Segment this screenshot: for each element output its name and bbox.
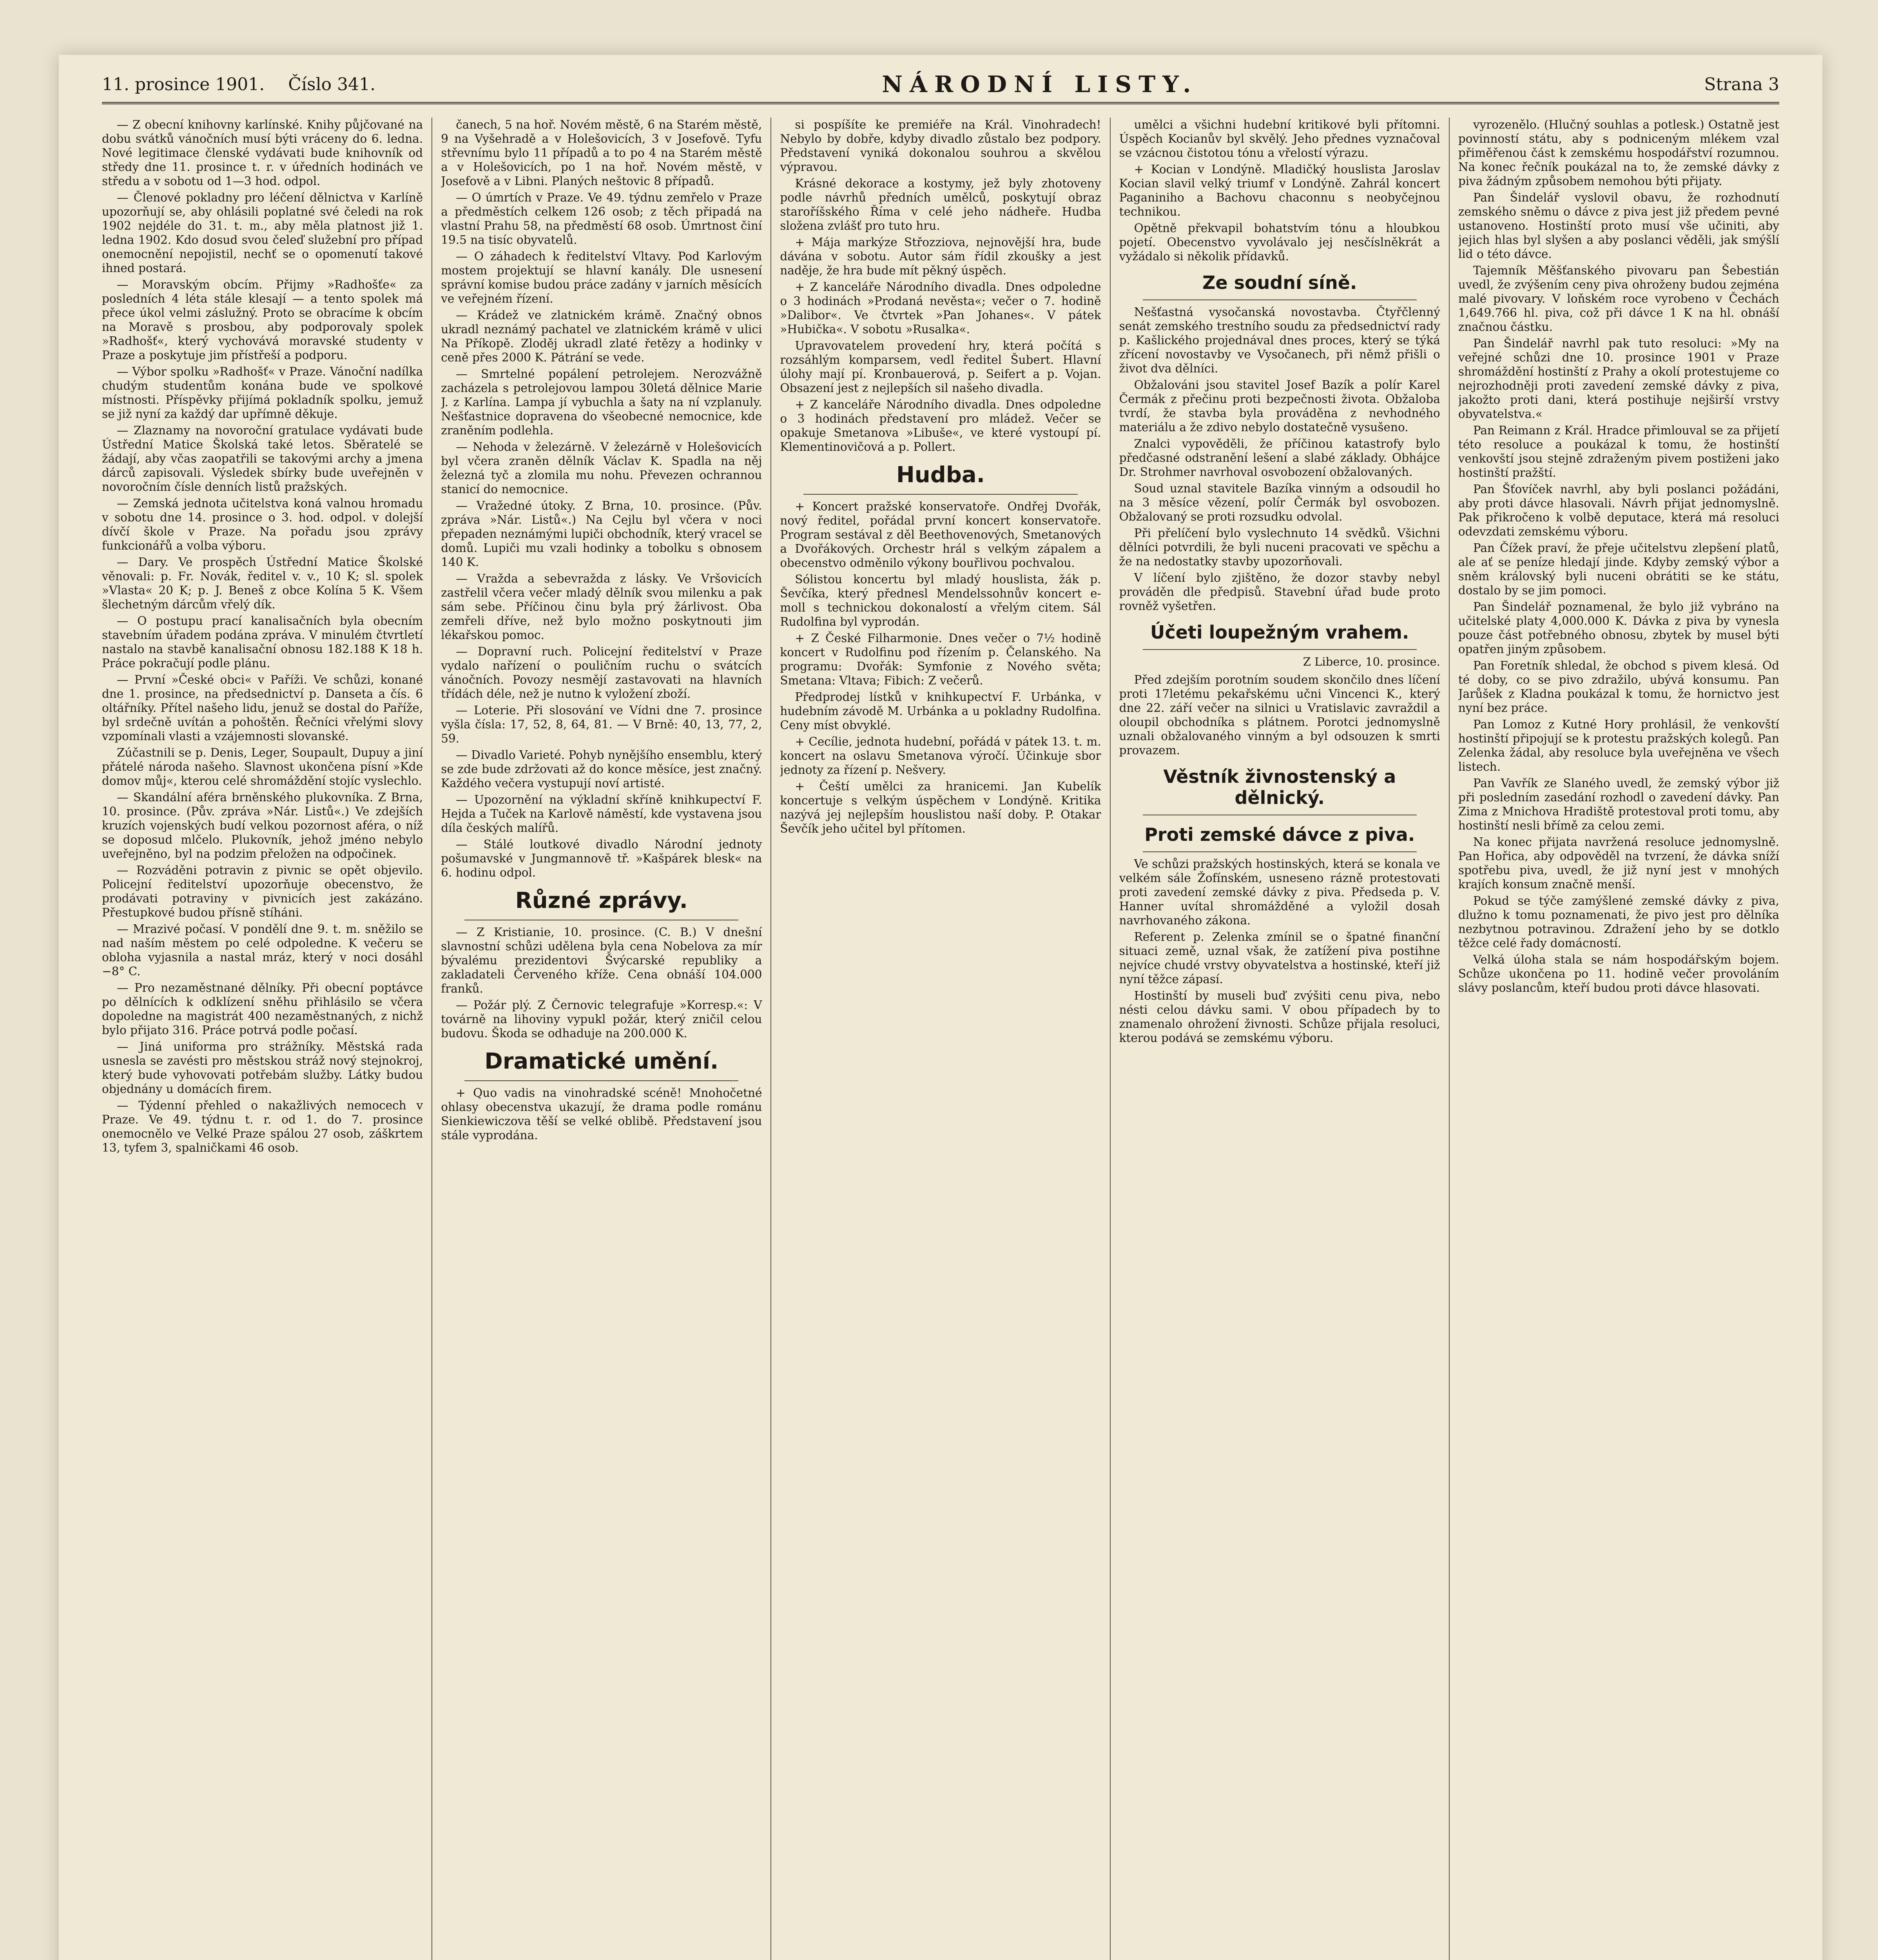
article-paragraph: V líčení bylo zjištěno, že dozor stavby nebyl prováděn dle předpisů. Stavební úřad bude proto rovněž vyšetřen.: [1119, 571, 1440, 613]
article-paragraph: + Z kanceláře Národního divadla. Dnes odpoledne o 3 hodinách představení pro mládež. Večer se opakuje Smetanova »Libuše«, ve které vystoupí pí. Klementinovičová a p. Pollert.: [780, 398, 1101, 454]
newspaper-title: NÁRODNÍ LISTY.: [882, 71, 1198, 98]
article-paragraph: + Mája markýze Střozziova, nejnovější hra, bude dávána v sobotu. Autor sám řídil zkoušky a jest naděje, že hra bude mít pěkný úspěch.: [780, 236, 1101, 277]
article-paragraph: Opětně překvapil bohatstvím tónu a hloubkou pojetí. Obecenstvo vyvolávalo jej nesčíslněkrát a vyžádalo si několik přídavků.: [1119, 221, 1440, 263]
article-paragraph: Pokud se týče zamýšlené zemské dávky z piva, dlužno k tomu poznamenati, že pivo jest pro dělníka nezbytnou potravinou. Zdražení jeho by se dotklo těžce celé řady domácností.: [1458, 894, 1780, 950]
heading-rule: [1143, 851, 1417, 852]
section-heading: Dramatické umění.: [484, 1049, 719, 1074]
heading-rule: [803, 494, 1077, 495]
article-paragraph: — První »České obci« v Paříži. Ve schůzi, konané dne 1. prosince, na předsednictví p. Danseta a čís. 6 oltářníky. Přítel našeho lidu, jenuž se dostal do Paříže, byl srdečně uvítán a pohoštěn. Řečníci vřelými slovy vzpomínali vlasti a vzájemnosti slovanské.: [102, 673, 423, 743]
article-paragraph: Pan Lomoz z Kutné Hory prohlásil, že venkovští hostinští připojují se k protestu pražských kolegů. Pan Zelenka žádal, aby resoluce byla uveřejněna ve všech listech.: [1458, 718, 1780, 773]
article-paragraph: — Vražedné útoky. Z Brna, 10. prosince. (Pův. zpráva »Nár. Listů«.) Na Cejlu byl včera v noci přepaden neznámými lupiči obchodník, který vracel se domů. Lupiči mu vzali hodinky a tobolku s obnosem 140 K.: [441, 499, 762, 569]
article-paragraph: — Mrazivé počasí. V pondělí dne 9. t. m. sněžilo se nad naším městem po celé odpoledne. K večeru se obloha vyjasnila a nastal mráz, který v noci dosáhl −8° C.: [102, 922, 423, 978]
article-paragraph: + Kocian v Londýně. Mladičký houslista Jaroslav Kocian slavil velký triumf v Londýně. Zahrál koncert Paganiniho a Bachovu chaconnu s neobyčejnou technikou.: [1119, 163, 1440, 218]
article-paragraph: Znalci vypověděli, že příčinou katastrofy bylo předčasné odstranění lešení a slabé základy. Obhájce Dr. Strohmer navrhoval osvobození obžalovaných.: [1119, 437, 1440, 479]
article-paragraph: Pan Reimann z Král. Hradce přimlouval se za přijetí této resoluce a poukázal k tomu, že hostinští venkovští jsou stejně zdraženým pivem postiženi jako hostinští pražští.: [1458, 424, 1780, 479]
column-4: [1119, 118, 1450, 1960]
column-1: [102, 118, 432, 1960]
article-paragraph: — Pro nezaměstnané dělníky. Při obecní poptávce po dělnících k odklízení sněhu přihlásilo se včera dopoledne na magistrát 400 nezaměstnaných, z nichž bylo přijato 316. Práce potrvá podle počasí.: [102, 981, 423, 1037]
column-2: [441, 118, 771, 1960]
article-paragraph: Pan Šindelář vyslovil obavu, že rozhodnutí zemského sněmu o dávce z piva jest již předem pevné ustanoveno. Hostinští proto musí vše učiniti, aby jejich hlas byl slyšen a aby poslanci věděli, jak smýšlí lid o této dávce.: [1458, 191, 1780, 261]
article-paragraph: + Koncert pražské konservatoře. Ondřej Dvořák, nový ředitel, pořádal první koncert konservatoře. Program sestával z děl Beethovenových, Smetanových a Dvořákových. Orchestr hrál s velkým zápalem a obecenstvo odměnilo výkony bouřlivou pochvalou.: [780, 500, 1101, 570]
article-paragraph: Tajemník Měšťanského pivovaru pan Šebestián uvedl, že zvýšením ceny piva ohroženy budou zejména malé pivovary. V loňském roce vyrobeno v Čechách 1,649.766 hl. piva, což při dávce 1 K na hl. obnáší značnou částku.: [1458, 264, 1780, 334]
article-paragraph: vyrozenělo. (Hlučný souhlas a potlesk.) Ostatně jest povinností státu, aby s podniceným mlékem vzal přiměřenou část k zemskému hospodářství rozumnou. Na konec řečník poukázal na to, že zemské dávky z piva žádným způsobem nemohou býti přijaty.: [1458, 118, 1780, 188]
article-paragraph: — Skandální aféra brněnského plukovníka. Z Brna, 10. prosince. (Pův. zpráva »Nár. Listů«.) Ve zdejších kruzích vojenských budí velkou pozornost aféra, o níž se doposud mlčelo. Plukovník, jehož jméno nebylo uveřejněno, byl na podzim přeložen na odpočinek.: [102, 791, 423, 860]
article-paragraph: Na konec přijata navržená resoluce jednomyslně. Pan Hořica, aby odpověděl na tvrzení, že dávka sníží spotřebu piva, uvedl, že již nyní jest v mnohých krajích konsum značně menší.: [1458, 835, 1780, 891]
article-paragraph: — Upozornění na výkladní skříně knihkupectví F. Hejda a Tuček na Karlově náměstí, kde vystavena jsou díla českých malířů.: [441, 793, 762, 835]
article-paragraph: Pan Šindelář poznamenal, že bylo již vybráno na učitelské platy 4,000.000 K. Dávka z piva by vynesla pouze část potřebného obnosu, zbytek by musel býti opatřen jiným způsobem.: [1458, 600, 1780, 656]
section-heading: Hudba.: [896, 462, 985, 488]
article-paragraph: Obžalováni jsou stavitel Josef Bazík a polír Karel Čermák z přečinu proti bezpečnosti života. Obžaloba tvrdí, že stavba byla prováděna z nevhodného materiálu a že zdivo nebylo dostatečně vysušeno.: [1119, 378, 1440, 434]
article-paragraph: Nešťastná vysočanská novostavba. Čtyřčlenný senát zemského trestního soudu za předsednictví rady p. Kašlického projednával dnes proces, který se týká zřícení novostavby ve Vysočanech, při němž přišli o život dva dělníci.: [1119, 305, 1440, 375]
article-paragraph: Pan Vavřík ze Slaného uvedl, že zemský výbor již při posledním zasedání rozhodl o zavedení dávky. Pan Zima z Mnichova Hradiště protestoval proti tomu, aby hostinští nesli břímě za celou zemi.: [1458, 777, 1780, 832]
article-paragraph: si pospíšíte ke premiéře na Král. Vinohradech! Nebylo by dobře, kdyby divadlo zůstalo bez podpory. Představení vyniká dokonalou souhrou a skvělou výpravou.: [780, 118, 1101, 174]
heading-rule: [1143, 299, 1417, 300]
article-paragraph: — Smrtelné popálení petrolejem. Nerozvážně zacházela s petrolejovou lampou 30letá dělnice Marie J. z Karlína. Lampa jí vybuchla a šaty na ní vzplanuly. Nešťastnice dopravena do všeobecné nemocnice, kde zraněním podlehla.: [441, 367, 762, 437]
article-paragraph: Před zdejším porotním soudem skončilo dnes líčení proti 17letému pekařskému učni Vincenci K., který dne 22. září večer na silnici u Vratislavic zavraždil a oloupil obchodníka s plátnem. Porotci jednomyslně uznali obžalovaného vinným a byl odsouzen k smrti provazem.: [1119, 673, 1440, 757]
article-paragraph: Pan Foretník shledal, že obchod s pivem klesá. Od té doby, co se pivo zdražilo, ubývá konsumu. Pan Jarůšek z Kladna poukázal k tomu, že hornictvo jest nyní bez práce.: [1458, 659, 1780, 715]
article-paragraph: — Z Kristianie, 10. prosince. (C. B.) V dnešní slavnostní schůzi udělena byla cena Nobelova za mír bývalému prezidentovi Švýcarské republiky a zakladateli Červeného kříže. Cena obnáší 104.000 franků.: [441, 926, 762, 995]
article-paragraph: čanech, 5 na hoř. Novém městě, 6 na Starém městě, 9 na Vyšehradě a v Holešovicích, 3 v Josefově. Tyfu střevnímu bylo 11 případů a to po 4 na Starém městě a v Holešovicích, po 1 na hoř. Novém městě, v Josefově a v Libni. Planých neštovic 8 případů.: [441, 118, 762, 188]
article-paragraph: — Loterie. Při slosování ve Vídni dne 7. prosince vyšla čísla: 17, 52, 8, 64, 81. — V Brně: 40, 13, 77, 2, 59.: [441, 704, 762, 745]
masthead: [102, 67, 1779, 104]
article-paragraph: — Dopravní ruch. Policejní ředitelství v Praze vydalo nařízení o pouličním ruchu o svátcích vánočních. Povozy nesmějí zastavovati na hlavních třídách déle, než je nutno k vyložení zboží.: [441, 645, 762, 701]
article-paragraph: Předprodej lístků v knihkupectví F. Urbánka, v hudebním závodě M. Urbánka a u pokladny Rudolfina. Ceny míst obvyklé.: [780, 690, 1101, 732]
article-paragraph: — O úmrtích v Praze. Ve 49. týdnu zemřelo v Praze a předměstích celkem 126 osob; z těch připadá na vlastní Prahu 58, na předměstí 68 osob. Úmrtnost činí 19.5 na tisíc obyvatelů.: [441, 191, 762, 247]
article-paragraph: — Výbor spolku »Radhošť« v Praze. Vánoční nadílka chudým studentům konána bude ve spolkové místnosti. Příspěvky přijímá pokladník spolku, jemuž se již nyní za každý dar upřímně děkuje.: [102, 365, 423, 421]
article-paragraph: — Krádež ve zlatnickém krámě. Značný obnos ukradl neznámý pachatel ve zlatnickém krámě v ulici Na Příkopě. Zloděj ukradl zlaté řetězy a hodinky v ceně přes 2000 K. Pátrání se vede.: [441, 309, 762, 364]
article-paragraph: Velká úloha stala se nám hospodářským bojem. Schůze ukončena po 11. hodině večer provoláním slávy poslancům, kteří budou proti dávce hlasovati.: [1458, 953, 1780, 995]
section-heading: Různé zprávy.: [515, 888, 688, 913]
article-paragraph: — Vražda a sebevražda z lásky. Ve Vršovicích zastřelil včera večer mladý dělník svou milenku a pak sám sebe. Příčinou činu byla prý žárlivost. Oba zemřeli dříve, než bylo možno poskytnouti jim lékařskou pomoc.: [441, 572, 762, 642]
article-paragraph: Pan Šťovíček navrhl, aby byli poslanci požádáni, aby proti dávce hlasovali. Návrh přijat jednomyslně. Pak přikročeno k volbě deputace, která má resoluci odevzdati zemskému výboru.: [1458, 483, 1780, 538]
issue-number: Číslo 341.: [288, 74, 376, 94]
article-paragraph: — Zlaznamy na novoroční gratulace vydávati bude Ústřední Matice Školská také letos. Sběratelé se žádají, aby včas zaopatřili se takovými archy a jmena dárců zapisovali. Výsledek sbírky bude uveřejněn v novoročním čísle denních listů pražských.: [102, 424, 423, 494]
newspaper-page: [59, 55, 1822, 1960]
text-columns: [102, 118, 1779, 1960]
column-3: [780, 118, 1110, 1960]
article-paragraph: Pan Šindelář navrhl pak tuto resoluci: »My na veřejné schůzi dne 10. prosince 1901 v Praze shromáždění hostinští z Prahy a okolí protestujeme co nejrozhodněji proti zavedení zemské dávky z piva, jakožto proti dani, která postihuje nejširší vrstvy obyvatelstva.«: [1458, 337, 1780, 421]
heading-rule: [464, 1080, 738, 1081]
article-paragraph: Hostinští by museli buď zvýšiti cenu piva, nebo nésti celou dávku sami. V obou případech by to znamenalo ohrožení živnosti. Schůze přijala resoluci, kterou podává se zemskému výboru.: [1119, 989, 1440, 1045]
article-paragraph: Při přelíčení bylo vyslechnuto 14 svědků. Všichni dělníci potvrdili, že byli nuceni pracovati ve spěchu a že na nedostatky stavby upozorňovali.: [1119, 526, 1440, 568]
article-paragraph: Soud uznal stavitele Bazíka vinným a odsoudil ho na 3 měsíce vězení, polír Čermák byl osvobozen. Obžalovaný se proti rozsudku odvolal.: [1119, 482, 1440, 523]
heading-rule: [1143, 649, 1417, 650]
article-paragraph: — Z obecní knihovny karlínské. Knihy půjčované na dobu svátků vánočních musí býti vráceny do 6. ledna. Nové legitimace členské vydávati bude knihovník od středy dne 11. prosince t. r. v úředních hodinách ve středu a v sobotu od 1—3 hod. odpol.: [102, 118, 423, 188]
page-number: Strana 3: [1704, 74, 1779, 94]
article-paragraph: Ve schůzi pražských hostinských, která se konala ve velkém sále Žofínském, usneseno rázně protestovati proti zavedení zemské dávky z piva. Předseda p. V. Hanner uvítal shromážděné a vyložil dosah navrhovaného zákona.: [1119, 857, 1440, 927]
article-paragraph: umělci a všichni hudební kritikové byli přítomni. Úspěch Kocianův byl skvělý. Jeho přednes vyznačoval se vzácnou čistotou tónu a vřelostí výrazu.: [1119, 118, 1440, 160]
issue-date: 11. prosince 1901.: [102, 74, 265, 94]
article-paragraph: — O záhadech k ředitelství Vltavy. Pod Karlovým mostem projektují se hlavní kanály. Dle usnesení správní komise budou práce zadány v jarních měsících ve veřejném řízení.: [441, 250, 762, 305]
article-paragraph: — Požár plý. Z Černovic telegrafuje »Korresp.«: V továrně na lihoviny vypukl požár, který zničil celou budovu. Škoda se odhaduje na 200.000 K.: [441, 998, 762, 1040]
article-paragraph: + Z kanceláře Národního divadla. Dnes odpoledne o 3 hodinách »Prodaná nevěsta«; večer o 7. hodině »Dalibor«. Ve čtvrtek »Pan Johanes«. V pátek »Hubička«. V sobotu »Rusalka«.: [780, 280, 1101, 336]
section-heading: Proti zemské dávce z piva.: [1144, 824, 1415, 845]
article-paragraph: — Rozváděni potravin z pivnic se opět objevilo. Policejní ředitelství upozorňuje obecenstvo, že prodávati potraviny v pivnicích jest zakázáno. Přestupkové budou přísně stíháni.: [102, 864, 423, 919]
article-paragraph: — Jiná uniforma pro strážníky. Městská rada usnesla se zavésti pro městskou stráž nový stejnokroj, který bude vyhovovati potřebám služby. Látky budou objednány u domácích firem.: [102, 1040, 423, 1096]
article-paragraph: — Nehoda v železárně. V železárně v Holešovicích byl včera zraněn dělník Václav K. Spadla na něj železná tyč a zlomila mu nohu. Převezen ochrannou stanicí do nemocnice.: [441, 440, 762, 496]
article-paragraph: — Dary. Ve prospěch Ústřední Matice Školské věnovali: p. Fr. Novák, ředitel v. v., 10 K; sl. spolek »Vlasta« 20 K; p. J. Beneš z obce Kolína 5 K. Všem šlechetným dárcům vřelý dík.: [102, 555, 423, 611]
article-paragraph: + Quo vadis na vinohradské scéně! Mnohočetné ohlasy obecenstva ukazují, že drama podle románu Sienkiewiczova těší se velké oblibě. Představení jsou stále vyprodána.: [441, 1086, 762, 1142]
article-paragraph: + Cecílie, jednota hudební, pořádá v pátek 13. t. m. koncert na oslavu Smetanova výročí. Účinkuje sbor jednoty za řízení p. Nešvery.: [780, 735, 1101, 777]
article-paragraph: + Z České Filharmonie. Dnes večer o 7½ hodině koncert v Rudolfinu pod řízením p. Čelanského. Na programu: Dvořák: Symfonie z Nového světa; Smetana: Vltava; Fibich: Z večerů.: [780, 632, 1101, 687]
article-paragraph: — Týdenní přehled o nakažlivých nemocech v Praze. Ve 49. týdnu t. r. od 1. do 7. prosince onemocnělo ve Velké Praze spálou 27 osob, záškrtem 13, tyfem 3, spalničkami 46 osob.: [102, 1099, 423, 1154]
article-paragraph: — O postupu prací kanalisačních byla obecním stavebním úřadem podána zpráva. V minulém čtvrtletí nastalo na stavbě kanalisační obnosu 182.188 K 18 h. Práce pokračují podle plánu.: [102, 614, 423, 670]
article-paragraph: — Zemská jednota učitelstva koná valnou hromadu v sobotu dne 14. prosince o 3. hod. odpol. v dolejší dívčí škole v Praze. Na pořadu jsou zprávy funkcionářů a volba výboru.: [102, 497, 423, 552]
article-paragraph: Zúčastnili se p. Denis, Leger, Soupault, Dupuy a jiní přátelé národa našeho. Slavnost ukončena písní »Kde domov můj«, kterou celé shromáždění stojíc vyslechlo.: [102, 746, 423, 788]
article-paragraph: Upravovatelem provedení hry, která počítá s rozsáhlým komparsem, vedl ředitel Šubert. Hlavní úlohy mají pí. Kronbauerová, p. Seifert a p. Vojan. Obsazení jest z nejlepších sil našeho divadla.: [780, 339, 1101, 395]
section-heading: Účeti loupežným vrahem.: [1150, 622, 1409, 643]
masthead-left: [102, 74, 375, 94]
section-heading: Ze soudní síně.: [1202, 272, 1357, 293]
article-paragraph: — Členové pokladny pro léčení dělnictva v Karlíně upozorňují se, aby ohlásili poplatné své čeledi na rok 1902 nejdéle do 31. t. m., aby měla platnost již 1. ledna 1902. Kdo dosud svou čeleď služební pro případ onemocnění nepojistil, nechť se o opomenutí takové ihned postará.: [102, 191, 423, 275]
column-5: [1458, 118, 1779, 1960]
article-paragraph: Referent p. Zelenka zmínil se o špatné finanční situaci země, uznal však, že zatížení piva postihne nejvíce chudé vrstvy obyvatelstva a hostinské, kteří již nyní těžce zápasí.: [1119, 930, 1440, 986]
dateline: Z Liberce, 10. prosince.: [1303, 655, 1440, 668]
article-paragraph: — Divadlo Varieté. Pohyb nynějšího ensemblu, který se zde bude zdržovati až do konce měsíce, jest značný. Každého večera vystupují noví artisté.: [441, 748, 762, 790]
article-paragraph: Pan Čížek praví, že přeje učitelstvu zlepšení platů, ale ať se peníze hledají jinde. Kdyby zemský výbor a sněm královský byli nuceni obrátiti se ke státu, dostalo by se jim pomoci.: [1458, 541, 1780, 597]
article-paragraph: Sólistou koncertu byl mladý houslista, žák p. Ševčíka, který přednesl Mendelssohnův koncert e-moll s technickou dokonalostí a vřelým citem. Sál Rudolfina byl vyprodán.: [780, 573, 1101, 628]
article-paragraph: + Čeští umělci za hranicemi. Jan Kubelík koncertuje s velkým úspěchem v Londýně. Kritika nazývá jej nejlepším houslistou naší doby. P. Otakar Ševčík jeho učitel byl přítomen.: [780, 780, 1101, 835]
article-paragraph: — Moravským obcím. Přijmy »Radhošťe« za posledních 4 léta stále klesají — a tento spolek má přece úkol velmi záslužný. Proto se obracíme k obcím na Moravě s prosbou, aby podporovaly spolek »Radhošť«, který vychovává moravské studenty v Praze a poskytuje jim přístřeší a podporu.: [102, 278, 423, 362]
article-paragraph: — Stálé loutkové divadlo Národní jednoty pošumavské v Jungmannově tř. »Kašpárek blesk« na 6. hodinu odpol.: [441, 838, 762, 879]
section-heading: Věstník živnostenský a dělnický.: [1163, 766, 1396, 808]
article-paragraph: Krásné dekorace a kostymy, jež byly zhotoveny podle návrhů předních umělců, poskytují obraz staroříšského Říma v celé jeho nádheře. Hudba složena zvlášť pro tuto hru.: [780, 177, 1101, 232]
